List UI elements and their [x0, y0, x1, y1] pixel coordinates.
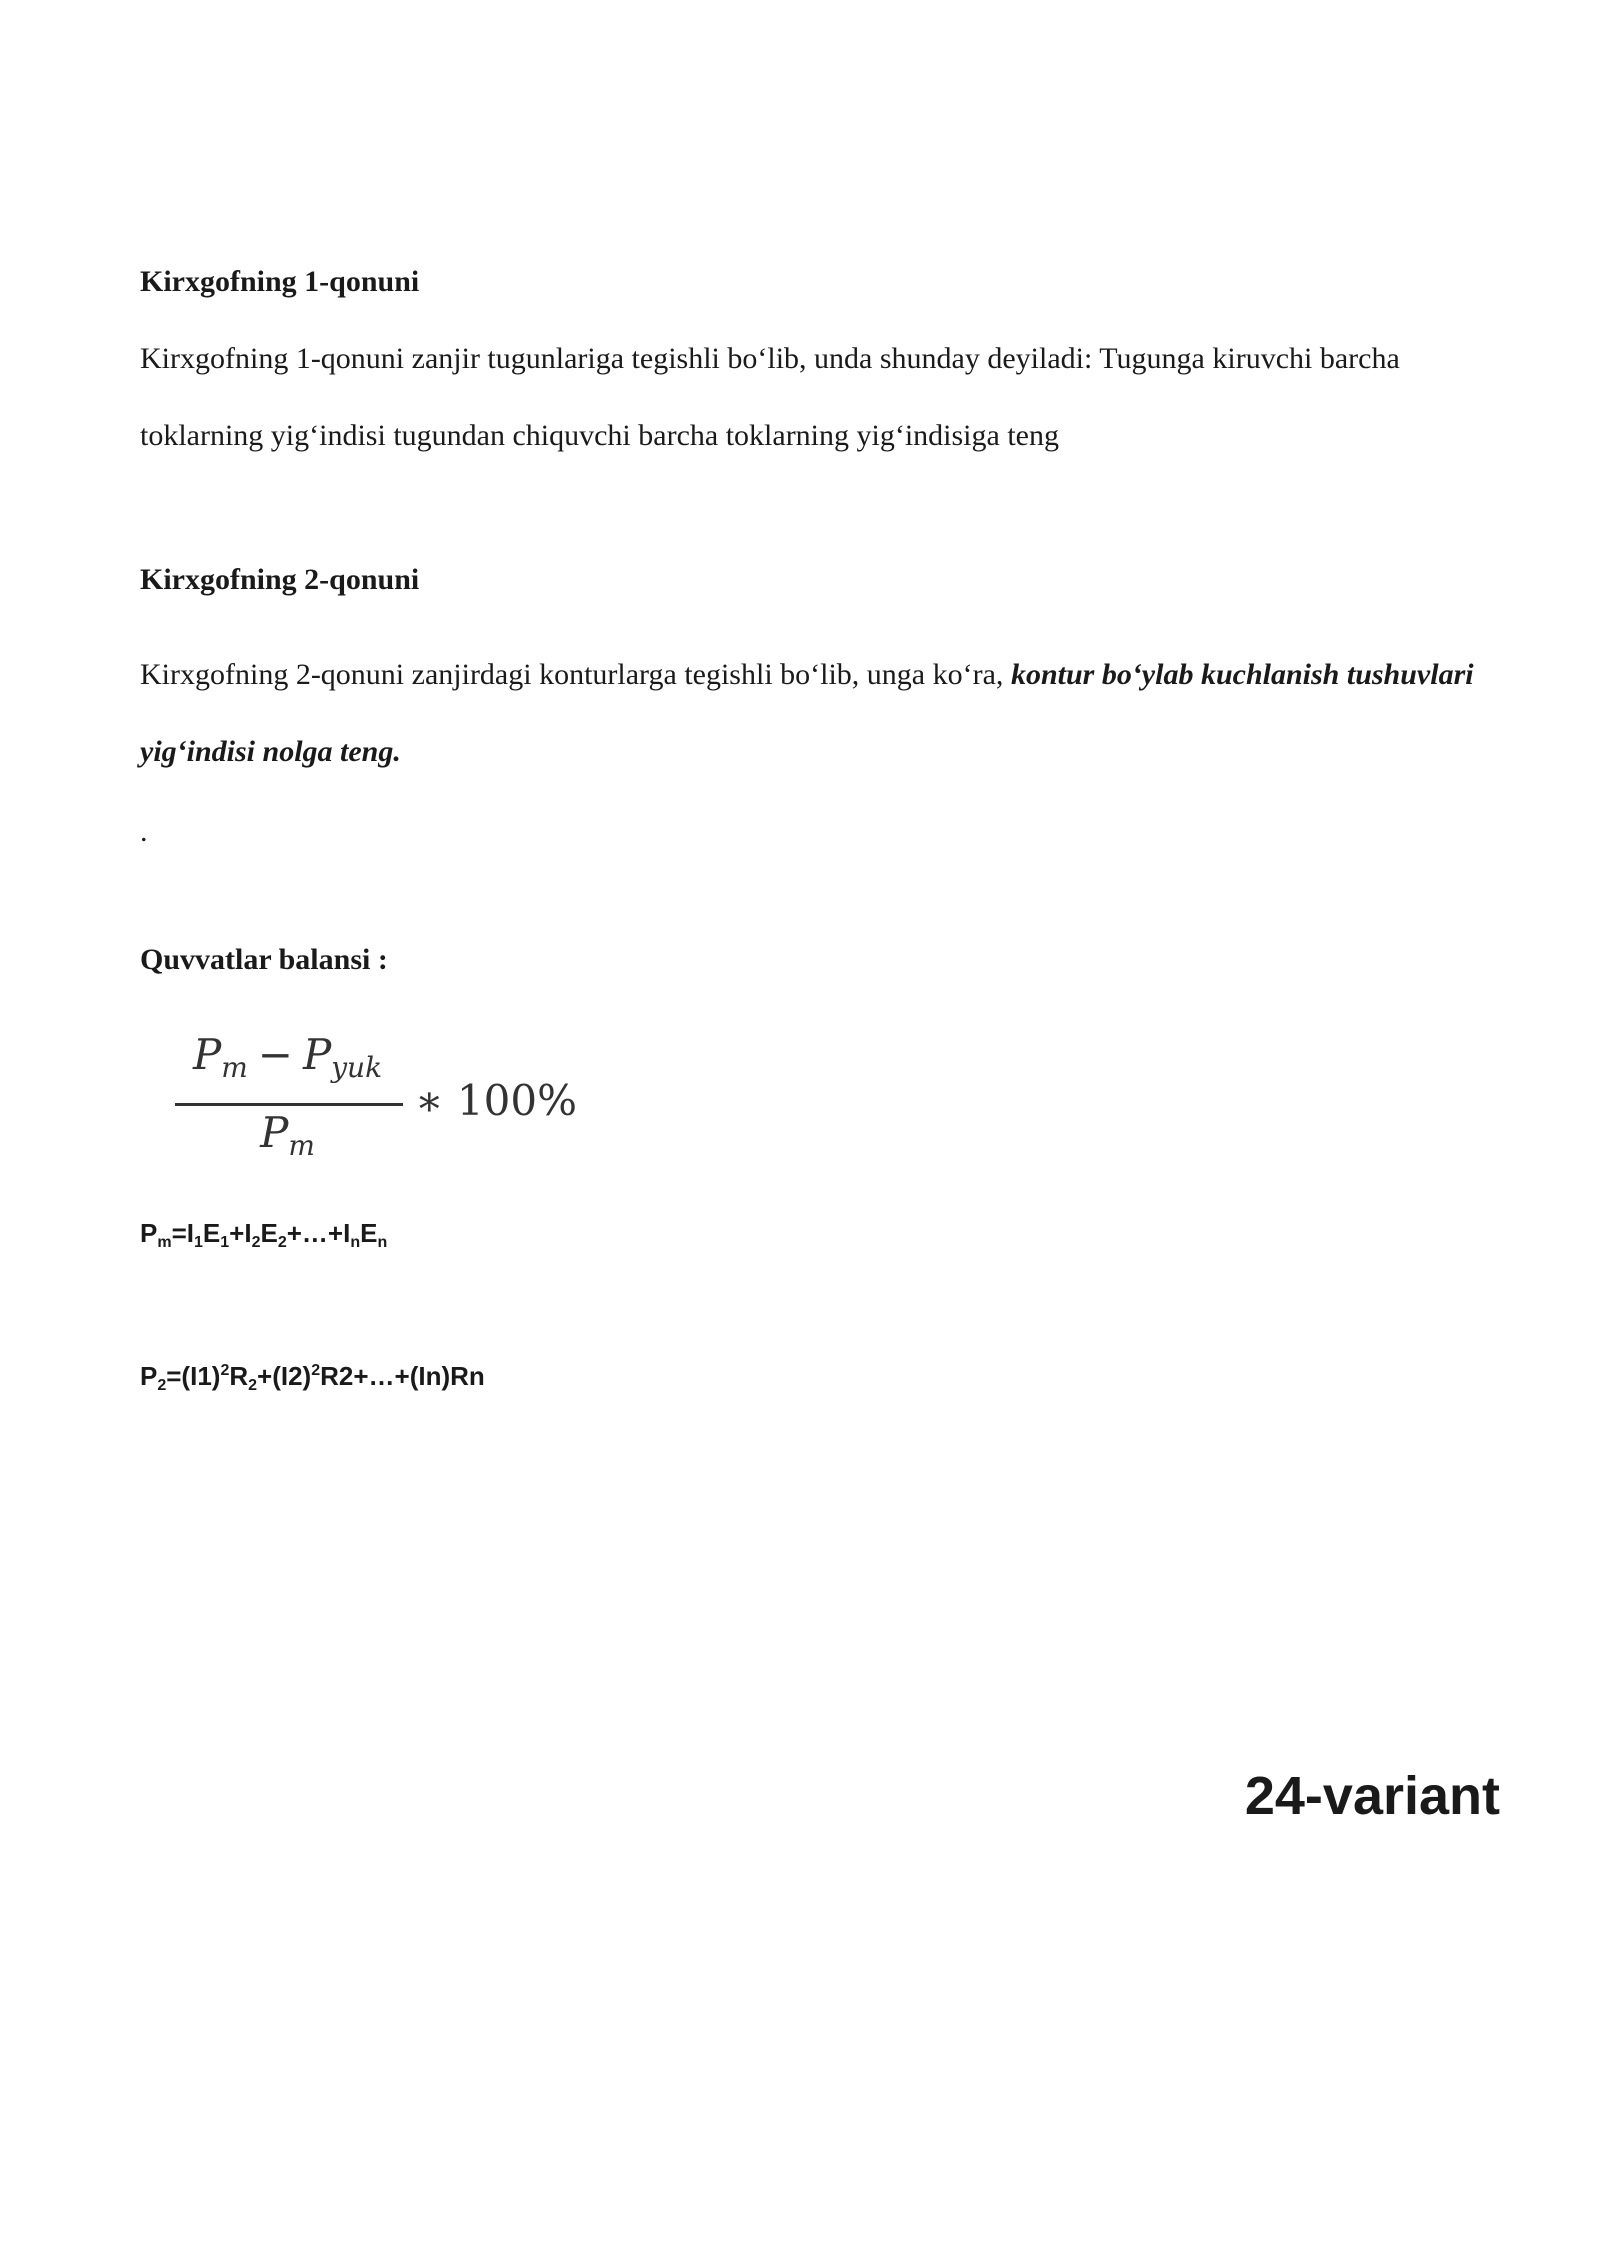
load-power-equation: $P_2=(I1)^2R_2+(I2)^2R2+\dots+(In)Rn$	[140, 1361, 485, 1394]
variant-label: 24-variant	[1244, 1766, 1500, 1826]
law2-heading: Kirxgofning 2-qonuni	[140, 563, 420, 596]
law2-paragraph	[140, 636, 1500, 790]
formula-numerator: $P_m - P_{yuk}$	[192, 1030, 383, 1084]
law1-heading: Kirxgofning 1-qonuni	[140, 265, 420, 298]
formula-fraction	[170, 1030, 405, 1170]
formula-denominator: $P_m$	[260, 1108, 315, 1162]
balance-formula	[170, 1030, 610, 1170]
law1-paragraph: Kirxgofning 1-qonuni zanjir tugunlariga tegishli bo‘lib, unda shunday deyiladi: Tugunga kiruvchi barcha toklarning yig‘indisi tugundan chiquvchi barcha toklarning yig‘indisiga teng	[140, 342, 1400, 452]
law2-plain-text: Kirxgofning 2-qonuni zanjirdagi konturlarga tegishli bo‘lib, unga ko‘ra,	[140, 658, 1011, 691]
fraction-bar	[175, 1103, 403, 1106]
formula-multiplier: ∗ 100%	[415, 1076, 577, 1125]
law2-emphasis-text: kontur bo‘ylab kuchlanish tushuvlari yig‘indisi nolga teng.	[140, 658, 1474, 768]
stray-dot: .	[140, 815, 148, 848]
balance-heading: Quvvatlar balansi :	[140, 943, 388, 976]
source-power-equation: $P_m=I_1E_1+I_2E_2+\dots+I_nE_n$	[140, 1218, 388, 1251]
